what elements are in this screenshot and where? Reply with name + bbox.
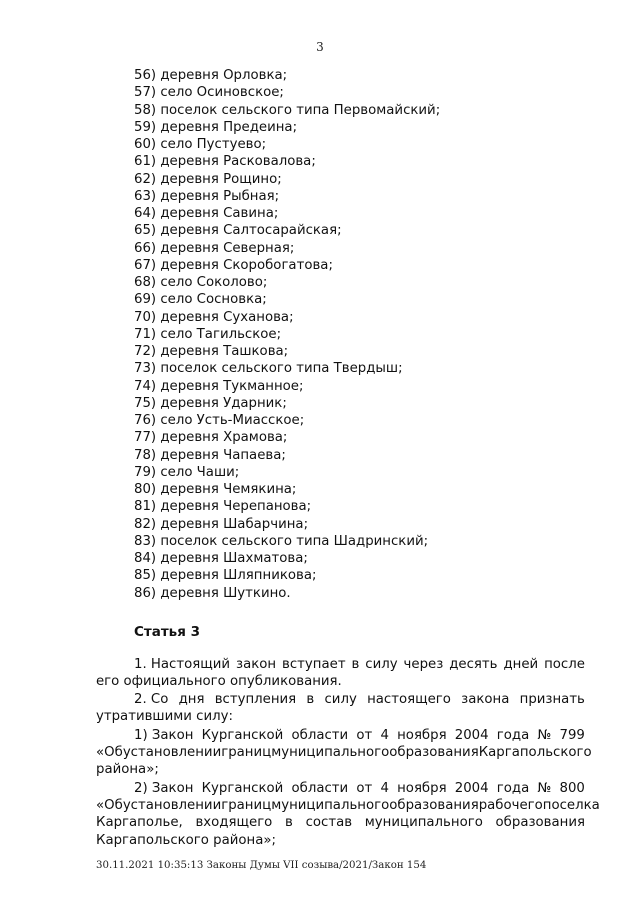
- list-item: 63) деревня Рыбная;: [134, 188, 280, 204]
- list-item: 78) деревня Чапаева;: [134, 447, 286, 463]
- word: в: [351, 657, 360, 672]
- list-item: 69) село Сосновка;: [134, 292, 267, 308]
- word: в: [306, 692, 315, 707]
- list-item: 81) деревня Черепанова;: [134, 499, 312, 515]
- word: образования: [389, 745, 479, 761]
- clause-4: [96, 780, 600, 849]
- word: года: [496, 728, 530, 743]
- word: образования: [389, 798, 479, 814]
- list-item: 74) деревня Тукманное;: [134, 378, 304, 394]
- clause-line: Каргапольского района»;: [96, 832, 276, 848]
- word: установлении: [122, 745, 222, 761]
- word: 1. Настоящий: [134, 657, 231, 672]
- word: Каргаполье,: [96, 815, 183, 831]
- list-item: 67) деревня Скоробогатова;: [134, 257, 333, 273]
- word: в: [285, 815, 293, 831]
- word: дней: [503, 657, 539, 672]
- clause-line: [96, 727, 585, 744]
- word: 2004: [454, 728, 489, 743]
- list-item: 62) деревня Рощино;: [134, 171, 282, 187]
- word: вступления: [214, 692, 297, 707]
- list-item: 64) деревня Савина;: [134, 206, 279, 221]
- word: 4: [380, 728, 389, 743]
- clause-line: района»;: [96, 762, 159, 778]
- settlement-list: [134, 67, 574, 602]
- word: Курганской: [201, 728, 284, 743]
- word: состав: [305, 815, 353, 831]
- word: рабочего: [478, 798, 543, 814]
- list-item: 75) деревня Ударник;: [134, 395, 287, 411]
- word: десять: [449, 657, 498, 672]
- word: муниципального: [364, 815, 483, 831]
- word: закон: [236, 657, 277, 672]
- list-item: 86) деревня Шуткино.: [134, 585, 291, 601]
- word: образования: [495, 815, 585, 831]
- clause-1: [96, 656, 585, 690]
- list-item: 83) поселок сельского типа Шадринский;: [134, 533, 429, 549]
- list-item: 80) деревня Чемякина;: [134, 482, 297, 497]
- list-item: 82) деревня Шабарчина;: [134, 516, 309, 532]
- word: 2004: [454, 781, 489, 796]
- word: силу: [324, 692, 357, 707]
- clause-line: [96, 814, 585, 831]
- list-item: 60) село Пустуево;: [134, 137, 267, 152]
- word: «Об: [96, 798, 123, 814]
- word: границ: [221, 745, 272, 761]
- clause-line: утратившими силу:: [96, 709, 233, 725]
- word: области: [291, 728, 349, 743]
- list-item: 56) деревня Орловка;: [134, 68, 288, 83]
- list-item: 58) поселок сельского типа Первомайский;: [134, 102, 441, 118]
- word: области: [291, 781, 349, 796]
- article-heading: Статья 3: [134, 624, 200, 640]
- list-item: 59) деревня Предеина;: [134, 119, 298, 135]
- clause-line: [96, 656, 585, 673]
- clause-line: [96, 691, 585, 708]
- list-item: 79) село Чаши;: [134, 464, 240, 480]
- word: границ: [221, 798, 272, 814]
- word: Курганской: [201, 781, 284, 796]
- clause-2: [96, 691, 585, 725]
- word: настоящего: [367, 692, 451, 707]
- word: дня: [178, 692, 205, 707]
- word: 2. Со: [134, 692, 169, 707]
- list-item: 68) село Соколово;: [134, 275, 268, 290]
- word: от: [356, 781, 373, 796]
- document-footer: 30.11.2021 10:35:13 Законы Думы VII созыва/2021/Закон 154: [96, 860, 427, 871]
- list-item: 72) деревня Ташкова;: [134, 344, 289, 359]
- word: после: [544, 657, 585, 672]
- list-item: 85) деревня Шляпникова;: [134, 568, 317, 584]
- clause-line: [96, 744, 592, 761]
- word: установлении: [122, 798, 222, 814]
- word: 4: [380, 781, 389, 796]
- list-item: 73) поселок сельского типа Твердыш;: [134, 361, 403, 377]
- clause-line: его официального опубликования.: [96, 674, 342, 690]
- word: ноября: [397, 781, 447, 796]
- clause-line: [96, 797, 600, 814]
- page-number: 3: [316, 40, 324, 54]
- word: муниципального: [271, 745, 390, 761]
- clause-3: [96, 727, 592, 779]
- word: ноября: [397, 728, 447, 743]
- clause-line: [96, 780, 585, 797]
- word: №: [537, 781, 552, 796]
- word: входящего: [195, 815, 273, 831]
- list-item: 66) деревня Северная;: [134, 240, 295, 256]
- list-item: 77) деревня Храмова;: [134, 430, 288, 446]
- word: от: [356, 728, 373, 743]
- word: года: [496, 781, 530, 796]
- word: Каргапольского: [478, 745, 592, 761]
- word: закона: [461, 692, 510, 707]
- word: 800: [559, 781, 585, 796]
- word: 1) Закон: [134, 728, 194, 743]
- word: 799: [559, 728, 585, 743]
- list-item: 84) деревня Шахматова;: [134, 551, 308, 566]
- word: муниципального: [271, 798, 390, 814]
- list-item: 61) деревня Расковалова;: [134, 154, 316, 170]
- list-item: 65) деревня Салтосарайская;: [134, 223, 342, 239]
- word: силу: [365, 657, 398, 672]
- list-item: 71) село Тагильское;: [134, 326, 282, 342]
- list-item: 70) деревня Суханова;: [134, 309, 294, 325]
- list-item: 57) село Осиновское;: [134, 85, 284, 101]
- word: №: [537, 728, 552, 743]
- list-item: 76) село Усть-Миасское;: [134, 413, 305, 428]
- word: признать: [519, 692, 585, 707]
- word: поселка: [542, 798, 600, 814]
- word: 2) Закон: [134, 781, 194, 796]
- word: вступает: [282, 657, 346, 672]
- word: через: [403, 657, 444, 672]
- word: «Об: [96, 745, 123, 761]
